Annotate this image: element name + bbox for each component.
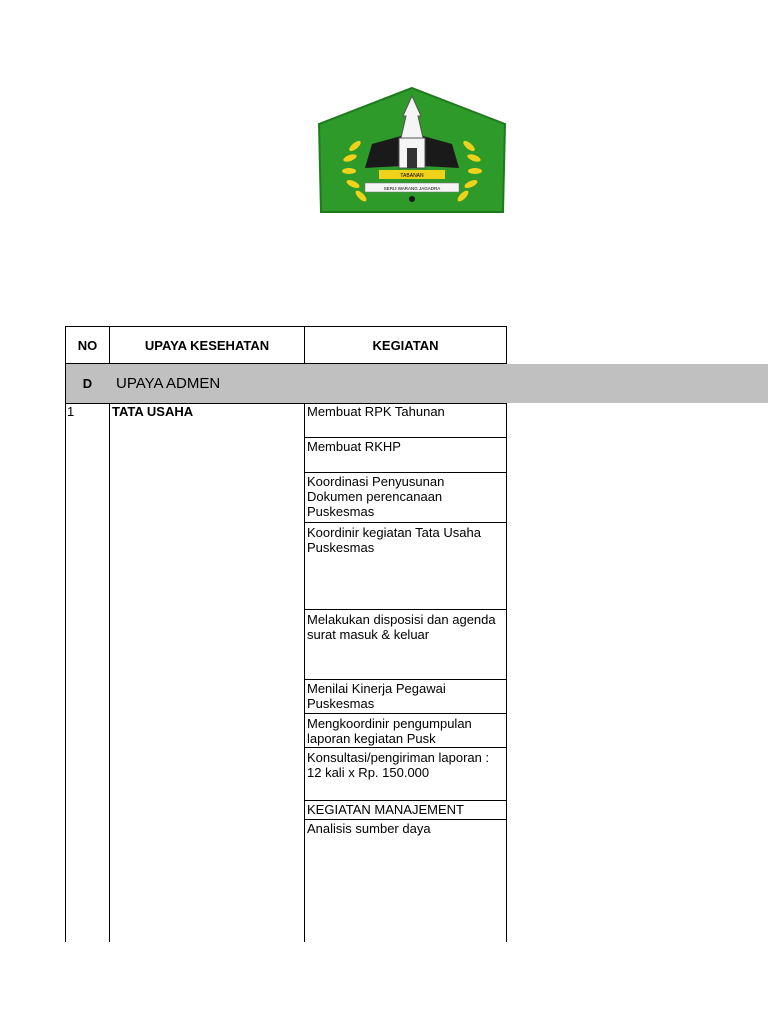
kegiatan-item: Membuat RKHP (307, 439, 401, 454)
kegiatan-item: Melakukan disposisi dan agenda surat masuk & keluar (307, 612, 496, 642)
header-upaya-kesehatan: UPAYA KESEHATAN (144, 338, 270, 353)
row-sep (304, 747, 507, 748)
table-border-top (65, 326, 507, 327)
row-sep (304, 609, 507, 610)
logo-banner-top: TABANAN (400, 173, 424, 179)
row-sep (304, 800, 507, 801)
header-kegiatan: KEGIATAN (372, 338, 439, 353)
header-no: NO (77, 338, 98, 353)
logo-banner-bottom: SERIJ WARANG JAGADRA (383, 186, 441, 191)
kegiatan-item: Koordinasi Penyusunan Dokumen perencanaan Puskesmas (307, 474, 445, 519)
kegiatan-item: Koordinir kegiatan Tata Usaha Puskesmas (307, 525, 481, 555)
row-sep (304, 819, 507, 820)
kegiatan-item: Membuat RPK Tahunan (307, 404, 445, 419)
row-sep (304, 713, 507, 714)
row-sep (304, 522, 507, 523)
section-code: D (82, 376, 93, 391)
kegiatan-item: Konsultasi/pengiriman laporan : 12 kali x Rp. 150.000 (307, 750, 490, 780)
group-no: 1 (67, 404, 75, 419)
row-sep (304, 437, 507, 438)
section-title: UPAYA ADMEN (116, 375, 221, 392)
table-right-border-header (506, 326, 507, 364)
col-divider-1-body (109, 403, 110, 942)
group-name: TATA USAHA (112, 404, 194, 419)
table-header-bottom (65, 363, 507, 364)
row-sep (304, 472, 507, 473)
col-divider-2-body (304, 403, 305, 942)
kegiatan-item: Mengkoordinir pengumpulan laporan kegiatan Pusk (307, 716, 472, 746)
tabanan-emblem-logo (317, 86, 507, 214)
kegiatan-item: Menilai Kinerja Pegawai Puskesmas (307, 681, 446, 711)
kegiatan-item: Analisis sumber daya (307, 821, 431, 836)
kegiatan-item: KEGIATAN MANAJEMENT (307, 802, 464, 817)
row-sep (304, 679, 507, 680)
table-right-border-body (506, 403, 507, 942)
table-left-border (65, 326, 66, 942)
